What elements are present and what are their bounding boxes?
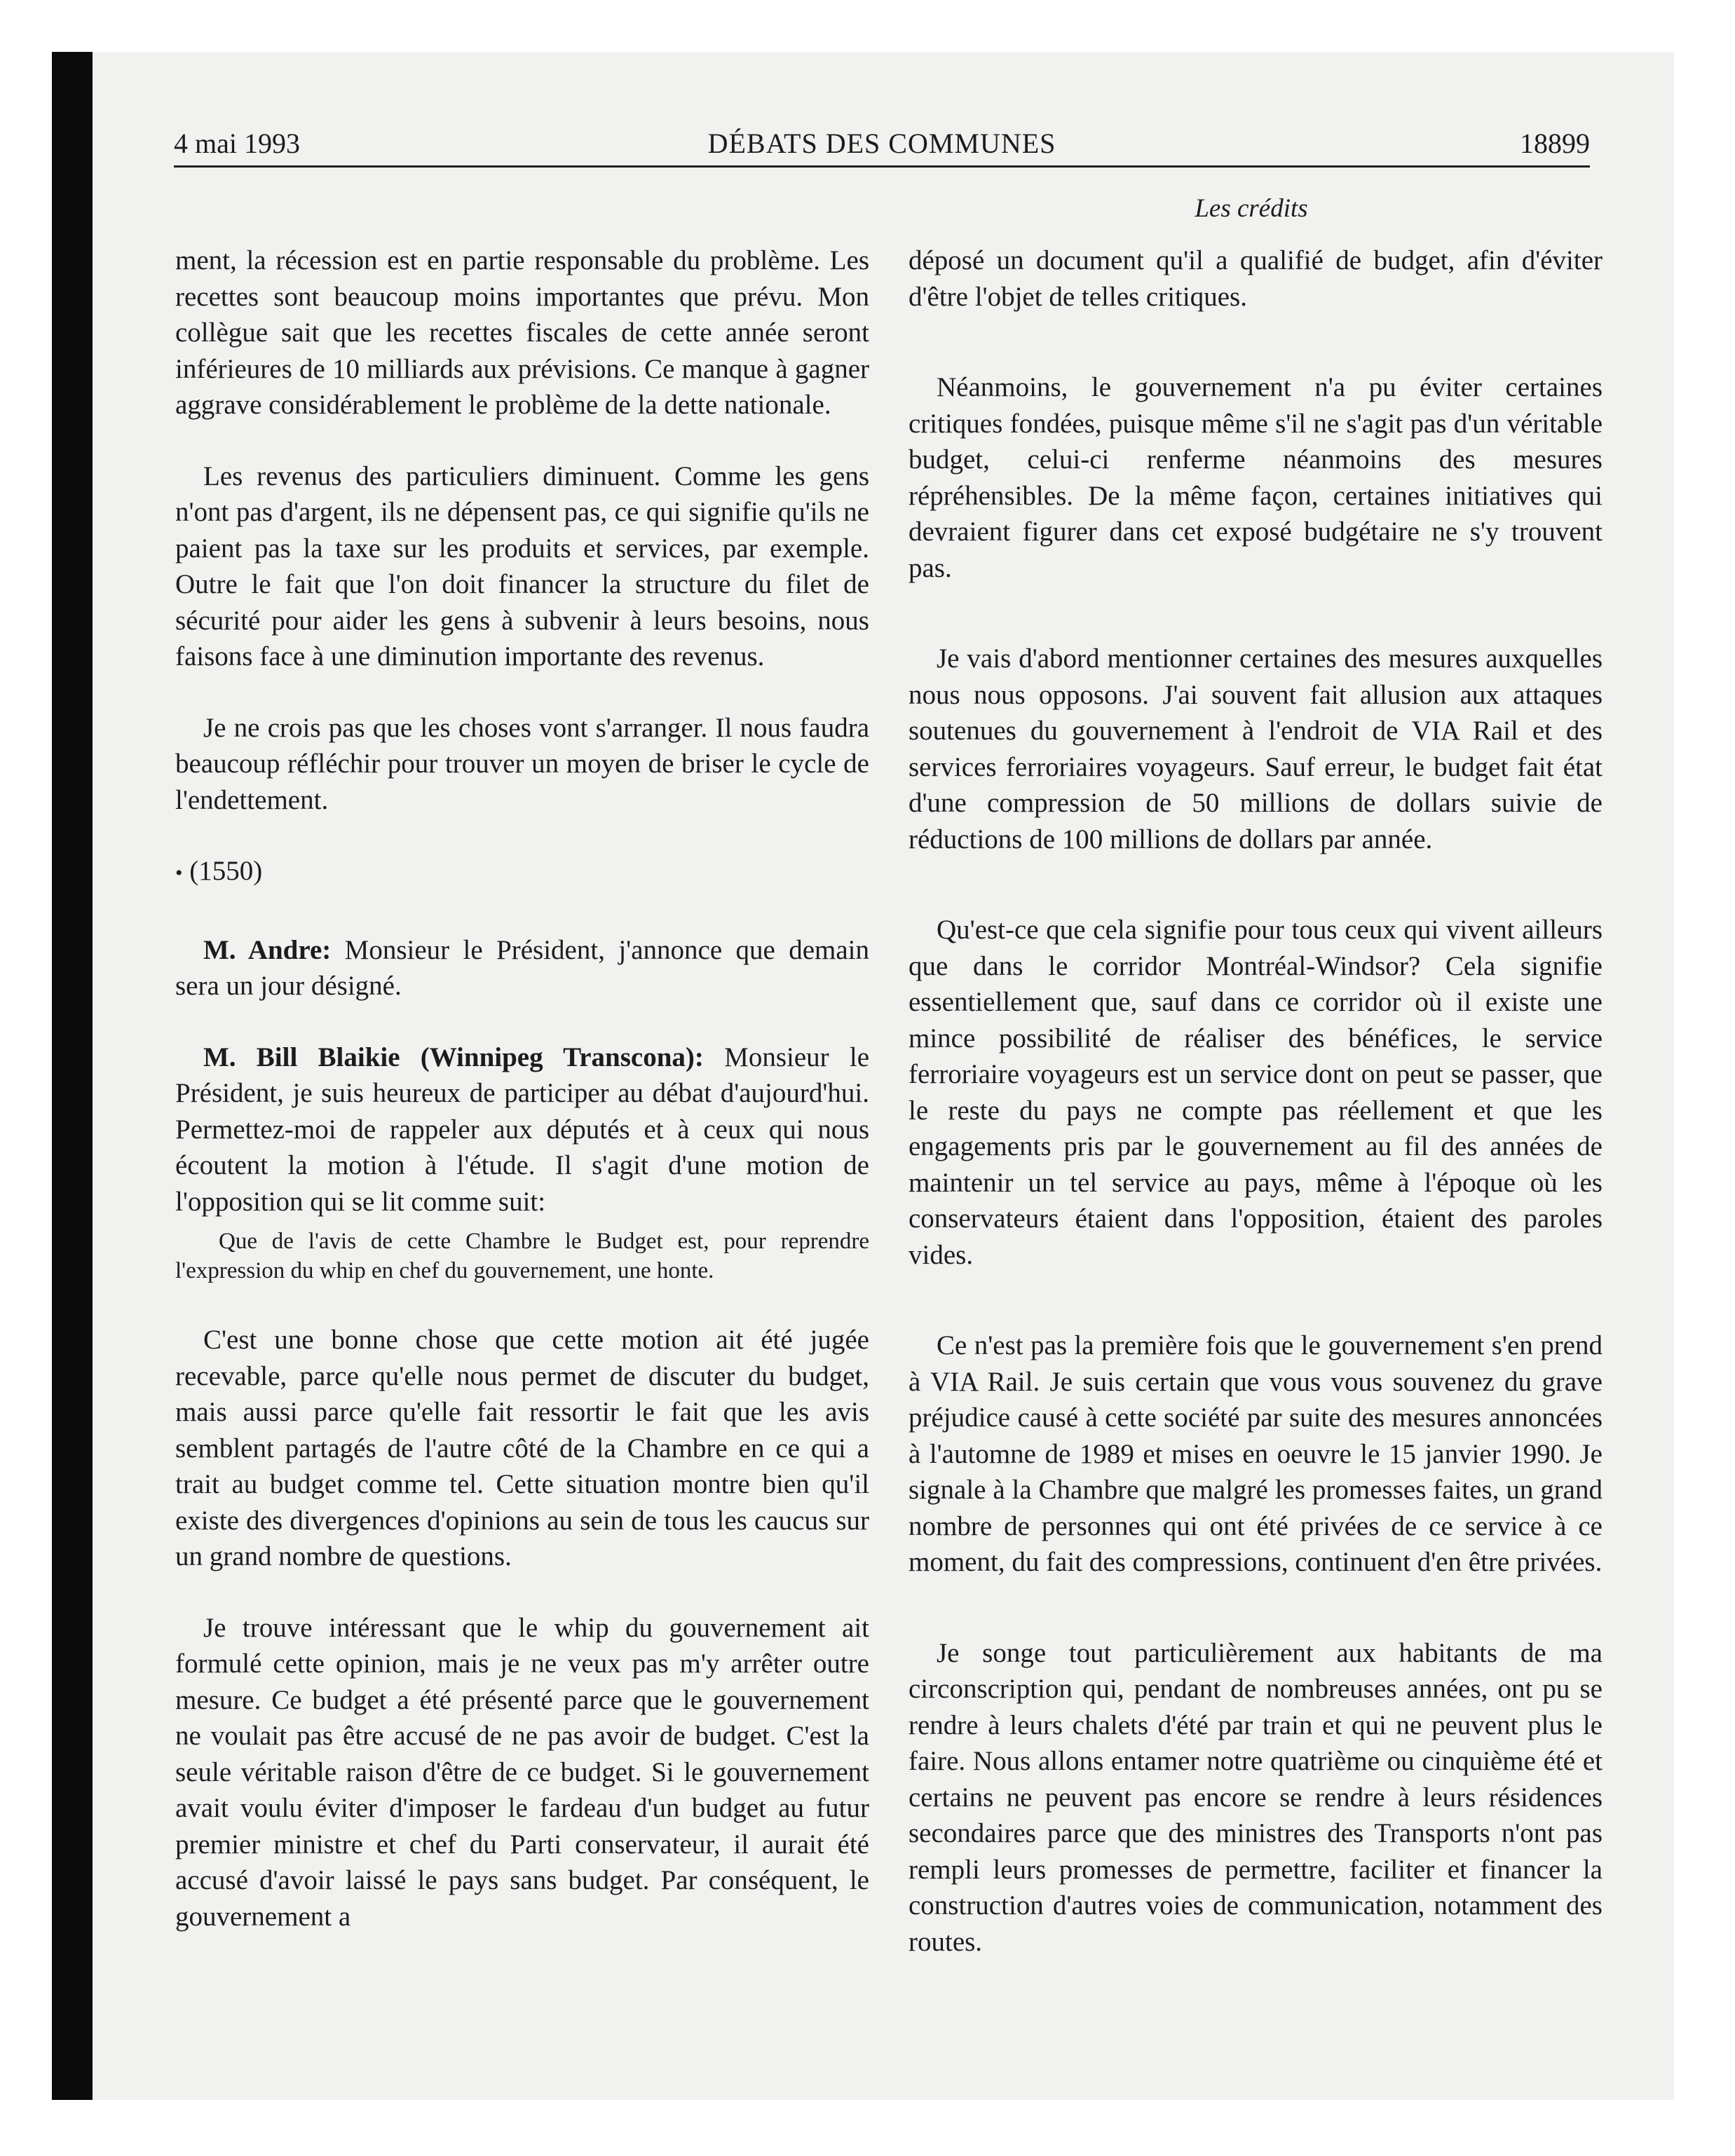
bullet-icon: • xyxy=(175,861,183,885)
timestamp xyxy=(175,853,869,892)
left-paragraph-5 xyxy=(175,1039,869,1220)
right-paragraph-3: Je vais d'abord mentionner certaines des mesures auxquelles nous nous opposons. J'ai souvent fait allusion aux attaques soutenues du gouvernement à l'endroit de VIA Rail et des services ferroriaires voyageurs. Sauf erreur, le budget fait état d'une compression de 50 millions de dollars suivie de réductions de 100 millions de dollars par année. xyxy=(909,643,1603,854)
right-paragraph-5: Ce n'est pas la première fois que le gouvernement s'en prend à VIA Rail. Je suis certain que vous vous souvenez du grave préjudice causé à cette société par suite des mesures annoncées à l'automne de 1989 et mises en oeuvre le 15 janvier 1990. Je signale à la Chambre que malgré les promesses faites, un grand nombre de personnes qui ont été privées de ce service à ce moment, du fait des compressions, continuent d'en être privées. xyxy=(909,1330,1603,1577)
timestamp-text: (1550) xyxy=(189,856,263,886)
left-paragraph-3: Je ne crois pas que les choses vont s'arranger. Il nous faudra beaucoup réfléchir pour trouver un moyen de briser le cycle de l'endettement. xyxy=(175,712,869,815)
left-paragraph-6: C'est une bonne chose que cette motion ait été jugée recevable, parce qu'elle nous permet de discuter du budget, mais aussi parce qu'elle fait ressortir le fait que les avis semblent partagés de l'autre côté de la Chambre en ce qui a trait au budget comme tel. Cette situation montre bien qu'il existe des divergences d'opinions au sein de tous les caucus sur un grand nombre de questions. xyxy=(175,1325,869,1571)
header-rule xyxy=(174,165,1590,168)
section-label: Les crédits xyxy=(1195,194,1308,223)
left-paragraph-2: Les revenus des particuliers diminuent. Comme les gens n'ont pas d'argent, ils ne dépensent pas, ce qui signifie qu'ils ne paient pas la taxe sur les produits et services, par exemple. Outre le fait que l'on doit financer la structure du filet de sécurité pour aider les gens à subvenir à leurs besoins, nous faisons face à une diminution importante des revenus. xyxy=(175,460,869,671)
speech-text: Monsieur le Président, je suis heureux de participer au débat d'aujourd'hui. Permettez-moi de rappeler aux députés et à ceux qui nous écoutent la motion à l'étude. Il s'agit d'une motion de l'opposition qui se lit comme suit: xyxy=(175,1042,869,1217)
header-page-number: 18899 xyxy=(1520,128,1590,159)
header-title: DÉBATS DES COMMUNES xyxy=(707,128,1056,159)
page-header xyxy=(174,123,1590,164)
scan-border xyxy=(52,52,93,2100)
right-column xyxy=(909,243,1603,1995)
right-paragraph-1: déposé un document qu'il a qualifié de budget, afin d'éviter d'être l'objet de telles critiques. xyxy=(909,245,1603,312)
left-paragraph-1: ment, la récession est en partie responsable du problème. Les recettes sont beaucoup moins importantes que prévu. Mon collègue sait que les recettes fiscales de cette année seront inférieures de 10 milliards aux prévisions. Ce manque à gagner aggrave considérablement le problème de la dette nationale. xyxy=(175,245,869,420)
right-paragraph-4: Qu'est-ce que cela signifie pour tous ceux qui vivent ailleurs que dans le corridor Montréal-Windsor? Cela signifie essentiellement que, sauf dans ce corridor où il existe une mince possibilité de réaliser des bénéfices, le service ferroriaire voyageurs est un service dont on peut se passer, que le reste du pays ne compte pas réellement et que les engagements pris par le gouvernement au fil des années de maintenir un tel service au pays, même à l'époque où les conservateurs étaient dans l'opposition, étaient des paroles vides. xyxy=(909,915,1603,1270)
speaker-name: M. Bill Blaikie (Winnipeg Transcona): xyxy=(203,1042,704,1072)
right-paragraph-2: Néanmoins, le gouvernement n'a pu éviter certaines critiques fondées, puisque même s'il ne s'agit pas d'un véritable budget, celui-ci renferme néanmoins des mesures répréhensibles. De la même façon, certaines initiatives qui devraient figurer dans cet exposé budgétaire ne s'y trouvent pas. xyxy=(909,372,1603,583)
left-column xyxy=(175,243,869,1970)
header-date: 4 mai 1993 xyxy=(174,128,300,159)
motion-quote: Que de l'avis de cette Chambre le Budget est, pour reprendre l'expression du whip en chef du gouvernement, une honte. xyxy=(175,1229,869,1283)
left-paragraph-4 xyxy=(175,932,869,1004)
right-paragraph-6: Je songe tout particulièrement aux habitants de ma circonscription qui, pendant de nombreuses années, ont pu se rendre à leurs chalets d'été par train et qui ne peuvent plus le faire. Nous allons entamer notre quatrième ou cinquième été et certains ne peuvent pas encore se rendre à leurs résidences secondaires parce que des ministres des Transports n'ont pas rempli leurs promesses de permettre, faciliter et financer la construction d'autres voies de communication, notamment des routes. xyxy=(909,1637,1603,1957)
left-paragraph-7: Je trouve intéressant que le whip du gouvernement ait formulé cette opinion, mais je ne veux pas m'y arrêter outre mesure. Ce budget a été présenté parce que le gouvernement ne voulait pas être accusé de ne pas avoir de budget. C'est la seule véritable raison d'être de ce budget. Si le gouvernement avait voulu éviter d'imposer le fardeau d'un budget au futur premier ministre et chef du Parti conservateur, il aurait été accusé d'avoir laissé le pays sans budget. Par conséquent, le gouvernement a xyxy=(175,1612,869,1932)
speech-text: Monsieur le Président, j'annonce que demain sera un jour désigné. xyxy=(175,934,870,1001)
speaker-name: M. Andre: xyxy=(203,934,332,965)
